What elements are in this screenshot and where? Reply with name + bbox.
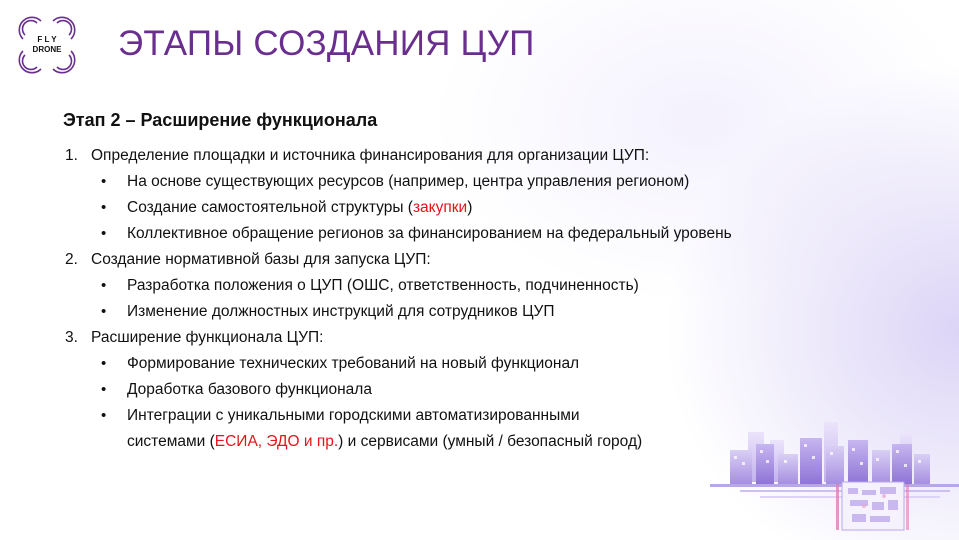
bullet-icon: • bbox=[101, 407, 107, 424]
section-number: 3. bbox=[65, 329, 78, 346]
bullet-icon: • bbox=[101, 199, 107, 216]
bullet-item bbox=[101, 273, 883, 299]
bullet-item bbox=[101, 195, 883, 221]
bullet-text: Доработка базового функционала bbox=[127, 381, 372, 398]
continuation-highlight: ЕСИА, ЭДО и пр. bbox=[214, 433, 339, 450]
section-heading bbox=[63, 325, 883, 351]
bullet-item bbox=[101, 377, 883, 403]
section-number: 2. bbox=[65, 251, 78, 268]
bullet-icon: • bbox=[101, 225, 107, 242]
bullet-icon: • bbox=[101, 173, 107, 190]
bullet-icon: • bbox=[101, 355, 107, 372]
continuation-text-tail: ) и сервисами (умный / безопасный город) bbox=[338, 433, 643, 450]
section-list bbox=[63, 143, 883, 455]
bullet-item bbox=[101, 221, 883, 247]
bullet-item bbox=[101, 169, 883, 195]
bullet-item bbox=[101, 299, 883, 325]
section-heading bbox=[63, 247, 883, 273]
section-number: 1. bbox=[65, 147, 78, 164]
continuation-text: системами ( bbox=[127, 433, 215, 450]
slide-content bbox=[63, 107, 883, 455]
page-title: ЭТАПЫ СОЗДАНИЯ ЦУП bbox=[118, 24, 535, 63]
bullet-icon: • bbox=[101, 303, 107, 320]
bullet-text: Коллективное обращение регионов за финансированием на федеральный уровень bbox=[127, 225, 732, 242]
bullet-text: Формирование технических требований на новый функционал bbox=[127, 355, 580, 372]
bullet-list bbox=[63, 273, 883, 325]
bullet-text: Интеграции с уникальными городскими автоматизированными bbox=[127, 407, 580, 424]
bullet-text: Изменение должностных инструкций для сотрудников ЦУП bbox=[127, 303, 555, 320]
bullet-icon: • bbox=[101, 277, 107, 294]
bullet-text: На основе существующих ресурсов (например, центра управления регионом) bbox=[127, 173, 690, 190]
city-skyline-illustration bbox=[700, 410, 959, 540]
fly-drone-logo bbox=[14, 12, 80, 78]
section-heading bbox=[63, 143, 883, 169]
section-2 bbox=[63, 247, 883, 325]
bullet-highlight: закупки bbox=[412, 199, 468, 216]
section-1 bbox=[63, 143, 883, 247]
bullet-text-tail: ) bbox=[467, 199, 473, 216]
logo-word-fly: F L Y bbox=[37, 35, 57, 44]
stage-heading: Этап 2 – Расширение функционала bbox=[63, 110, 378, 130]
bullet-icon: • bbox=[101, 381, 107, 398]
bullet-text: Разработка положения о ЦУП (ОШС, ответственность, подчиненность) bbox=[127, 277, 639, 294]
section-heading-text: Создание нормативной базы для запуска ЦУП: bbox=[91, 251, 431, 268]
bullet-list bbox=[63, 169, 883, 247]
section-heading-text: Определение площадки и источника финансирования для организации ЦУП: bbox=[91, 147, 650, 164]
section-heading-text: Расширение функционала ЦУП: bbox=[91, 329, 324, 346]
bullet-item bbox=[101, 351, 883, 377]
bullet-text: Создание самостоятельной структуры ( bbox=[127, 199, 413, 216]
logo-word-drone: DRONE bbox=[32, 45, 62, 54]
